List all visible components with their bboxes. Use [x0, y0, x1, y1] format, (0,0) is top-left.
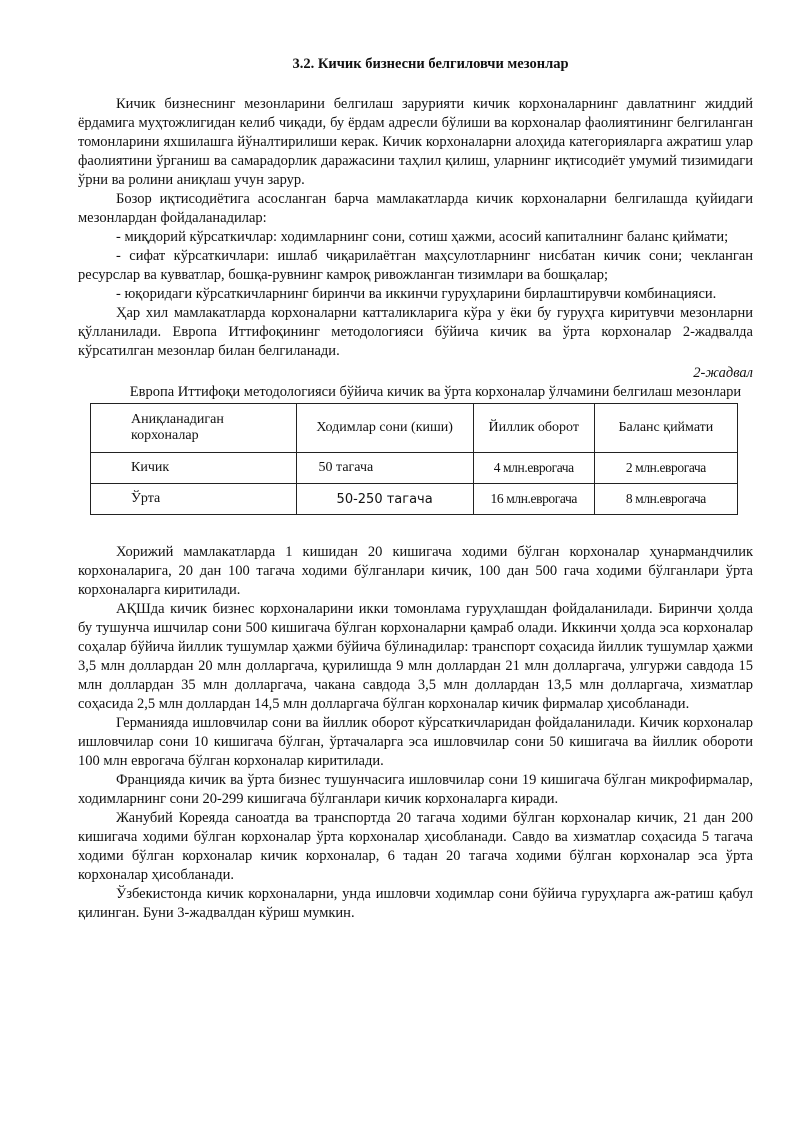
paragraph-germany: Германияда ишловчилар сони ва йиллик оборот кўрсаткичларидан фойдаланилади. Кичик корхоналар ишловчилар сони 10 кишигача бўлган, ўртачаларга эса ишловчилар сони 50 кишигача ва йиллик обороти 100 млн еврогача бўлган корхоналар киритилади. [78, 715, 753, 769]
paragraph-usa: АҚШда кичик бизнес корхоналарини икки томонлама гуруҳлашдан фойдаланилади. Биринчи ҳолда бу тушунча ишчилар сони 500 кишигача бўлган корхоналарни қамраб олади. Иккинчи ҳолда эса корхоналар соҳалар бўйича йиллик тушумлар ҳажми бўйича бўлинадилар: транспорт соҳасида йиллик тушумлар ҳажми 3,5 млн доллардан 20 млн долларгача, қурилишда 9 млн доллардан 21 млн долларгача, улгуржи савдода 15 млн доллардан 35 млн долларгача, чакана савдода 3,5 млн доллардан 13,5 млн долларгача, хизматлар соҳасида 2,5 млн доллардан 14,5 млн долларгача бўлган корхоналар кичик фирмалар ҳисобланади. [78, 601, 753, 712]
table-cell: 2 млн.еврогача [594, 453, 737, 484]
criteria-item-quantitative: - миқдорий кўрсаткичлар: ходимларнинг сони, сотиш ҳажми, асосий капиталнинг баланс қиймати; [116, 229, 729, 245]
table-cell: Ўрта [91, 484, 297, 515]
table-row [91, 484, 738, 515]
table-number-label: 2-жадвал [693, 365, 753, 381]
paragraph-criteria-lead: Бозор иқтисодиётига асосланган барча мамлакатларда кичик корхоналарни белгилашда қуйидаги мезонлардан фойдаланадилар: [78, 191, 753, 226]
paragraph-eu-methodology: Ҳар хил мамлакатларда корхоналарни катталикларига кўра у ёки бу гуруҳга киритувчи мезонларни қўлланилади. Европа Иттифоқининг методологияси бўйича кичик ва ўрта корхоналар 2-жадвалда кўрсатилган мезонлар билан белгиланади. [78, 305, 753, 359]
table-header-row [91, 404, 738, 453]
paragraph-korea: Жанубий Кореяда саноатда ва транспортда 20 тагача ходими бўлган корхоналар кичик, 21 дан 200 кишигача ходими бўлган корхоналар ўрта корхоналар ҳисобланади. Савдо ва хизматлар соҳасида 5 тагача ходими бўлган корхоналар кичик корхоналар, 6 тадан 20 тагача ходими бўлган корхоналар эса ўрта корхоналар ҳисобланади. [78, 810, 753, 883]
paragraph-intro: Кичик бизнеснинг мезонларини белгилаш зарурияти кичик корхоналарнинг давлатнинг жиддий ёрдамига муҳтожлигидан келиб чиқади, бу ёрдам адресли бўлиши ва корхоналар фаолиятининг белгиланган томонларини яхшилашга йўналтирилиши керак. Кичик корхоналарни алоҳида категорияларга ажратиш улар фаолиятини ўрганиш ва самарадорлик даражасини таҳлил қилиш, уларнинг иқтисодиёт умумий тизимидаги ўрни ва ролини аниқлаш учун зарур. [78, 96, 753, 188]
paragraph-france: Францияда кичик ва ўрта бизнес тушунчасига ишловчилар сони 19 кишигача бўлган микрофирмалар, ходимларнинг сони 20-299 кишигача бўлганлари кичик корхоналарга киради. [78, 772, 753, 807]
table-header-cell: Ходимлар сони (киши) [296, 404, 473, 453]
table-cell: 4 млн.еврогача [473, 453, 594, 484]
table-header-cell: Йиллик оборот [473, 404, 594, 453]
table-header-cell: Аниқланадиган корхоналар [91, 404, 297, 453]
table-cell: 16 млн.еврогача [473, 484, 594, 515]
criteria-item-combined: - юқоридаги кўрсаткичларнинг биринчи ва иккинчи гуруҳларини бирлаштирувчи комбинацияси. [116, 286, 717, 302]
table-header-cell: Баланс қиймати [594, 404, 737, 453]
table-cell: 50 тагача [296, 453, 473, 484]
document-page [78, 56, 753, 923]
table-cell: 50-250 тагача [296, 484, 473, 515]
table-cell: 8 млн.еврогача [594, 484, 737, 515]
eu-criteria-table [90, 403, 738, 515]
table-cell: Кичик [91, 453, 297, 484]
paragraph-foreign: Хорижий мамлакатларда 1 кишидан 20 кишигача ходими бўлган корхоналар ҳунармандчилик корхоналарига, 20 дан 100 тагача ходими бўлганлари кичик, 100 дан 500 гача ходими бўлганлари ўрта корхоналарга киритилади. [78, 544, 753, 598]
table-caption: Европа Иттифоқи методологияси бўйича кичик ва ўрта корхоналар ўлчамини белгилаш мезонлари [129, 384, 742, 400]
paragraph-uzbekistan: Ўзбекистонда кичик корхоналарни, унда ишловчи ходимлар сони бўйича гуруҳларга аж-ратиш қабул қилинган. Буни 3-жадвалдан кўриш мумкин. [78, 886, 753, 921]
criteria-item-qualitative: - сифат кўрсаткичлари: ишлаб чиқарилаётган маҳсулотларнинг нисбатан кичик сони; чекланган ресурслар ва кувватлар, бошқа-рувнинг камроқ ривожланган тизимлари ва бошқалар; [78, 248, 753, 283]
table-row [91, 453, 738, 484]
section-title: 3.2. Кичик бизнесни белгиловчи мезонлар [292, 56, 569, 72]
